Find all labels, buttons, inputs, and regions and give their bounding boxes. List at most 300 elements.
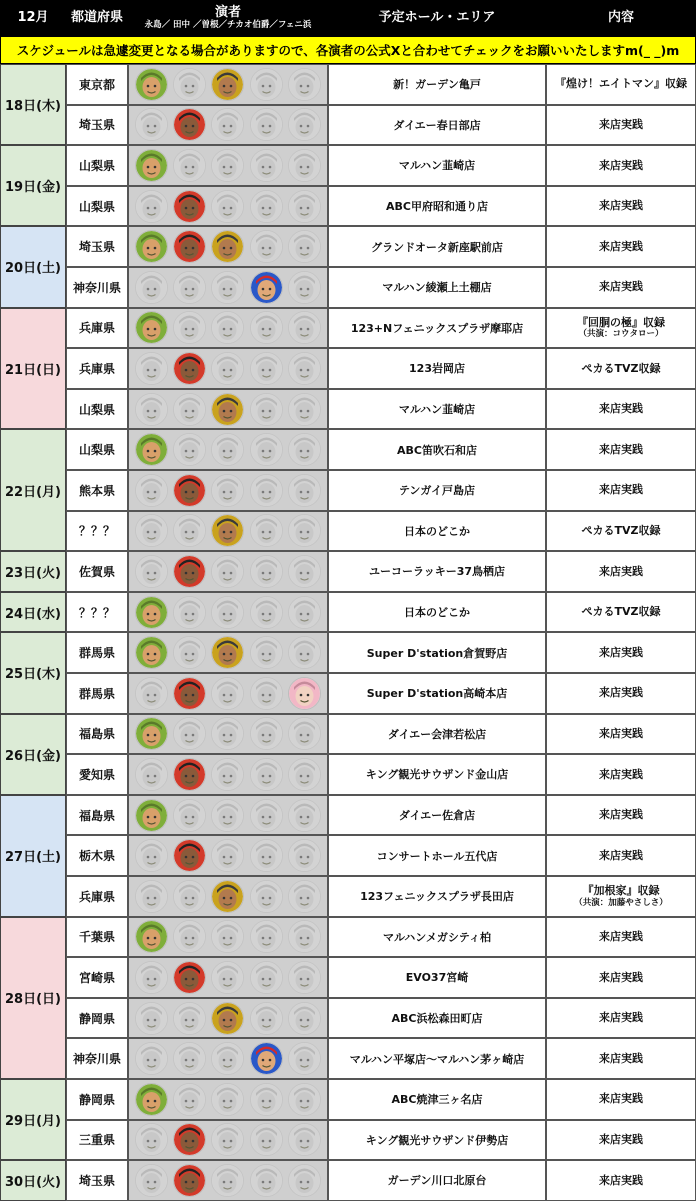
content-cell xyxy=(546,429,696,470)
prefecture-cell: 埼玉県 xyxy=(66,1160,128,1201)
venue-cell: マルハン綾瀬上土棚店 xyxy=(328,267,546,308)
cast-avatar-inactive xyxy=(211,311,244,344)
cast-avatar-inactive xyxy=(211,596,244,629)
cast-avatar-inactive xyxy=(288,1002,321,1035)
cast-avatar-inactive xyxy=(135,880,168,913)
cast-avatar-active xyxy=(211,393,244,426)
cast-avatar-inactive xyxy=(288,108,321,141)
content-label: 来店実践 xyxy=(599,1173,643,1187)
cast-avatar-active xyxy=(211,68,244,101)
cast-avatar-inactive xyxy=(288,271,321,304)
cast-avatar-inactive xyxy=(250,1123,283,1156)
cast-avatar-inactive xyxy=(288,474,321,507)
venue-cell: ダイエー佐倉店 xyxy=(328,795,546,836)
content-cell xyxy=(546,470,696,511)
cast-avatar-inactive xyxy=(135,352,168,385)
date-cell: 18日(木) xyxy=(0,64,66,145)
cast-cell xyxy=(128,145,328,186)
prefecture-cell: 静岡県 xyxy=(66,998,128,1039)
cast-avatar-inactive xyxy=(135,677,168,710)
cast-cell xyxy=(128,348,328,389)
cast-avatar-inactive xyxy=(135,1002,168,1035)
content-cell xyxy=(546,835,696,876)
cast-avatar-inactive xyxy=(288,514,321,547)
prefecture-cell: 山梨県 xyxy=(66,389,128,430)
cast-avatar-active xyxy=(173,555,206,588)
cast-avatar-inactive xyxy=(288,68,321,101)
content-cell xyxy=(546,551,696,592)
cast-avatar-inactive xyxy=(211,108,244,141)
cast-avatar-inactive xyxy=(135,190,168,223)
venue-cell: 123+Nフェニックスプラザ摩耶店 xyxy=(328,308,546,349)
cast-cell xyxy=(128,1079,328,1120)
cast-avatar-inactive xyxy=(211,433,244,466)
cast-avatar-inactive xyxy=(250,920,283,953)
cast-avatar-inactive xyxy=(211,717,244,750)
content-cell xyxy=(546,632,696,673)
cast-avatar-active xyxy=(173,961,206,994)
cast-avatar-inactive xyxy=(288,596,321,629)
prefecture-cell: 群馬県 xyxy=(66,673,128,714)
venue-cell: 日本のどこか xyxy=(328,592,546,633)
cast-avatar-inactive xyxy=(173,149,206,182)
cast-avatar-inactive xyxy=(173,636,206,669)
cast-avatar-inactive xyxy=(288,393,321,426)
prefecture-cell: 山梨県 xyxy=(66,429,128,470)
cast-avatar-inactive xyxy=(250,596,283,629)
cast-avatar-inactive xyxy=(135,1164,168,1197)
content-label: 来店実践 xyxy=(599,686,643,700)
venue-cell: 日本のどこか xyxy=(328,511,546,552)
content-label: 来店実践 xyxy=(599,767,643,781)
cast-cell xyxy=(128,714,328,755)
content-cell xyxy=(546,592,696,633)
content-cell xyxy=(546,1120,696,1161)
cast-avatar-active xyxy=(211,514,244,547)
venue-cell: ダイエー春日部店 xyxy=(328,105,546,146)
prefecture-cell: 埼玉県 xyxy=(66,226,128,267)
prefecture-cell: 千葉県 xyxy=(66,917,128,958)
content-cell xyxy=(546,998,696,1039)
cast-avatar-inactive xyxy=(288,1164,321,1197)
cast-avatar-inactive xyxy=(250,1002,283,1035)
cast-avatar-active xyxy=(173,108,206,141)
cast-avatar-inactive xyxy=(211,839,244,872)
cast-avatar-inactive xyxy=(288,717,321,750)
content-cell xyxy=(546,714,696,755)
content-label: 来店実践 xyxy=(599,848,643,862)
cast-avatar-active xyxy=(173,1164,206,1197)
cast-avatar-inactive xyxy=(211,1123,244,1156)
date-cell: 25日(木) xyxy=(0,632,66,713)
cast-avatar-inactive xyxy=(173,1002,206,1035)
content-cell xyxy=(546,917,696,958)
content-note: （共演：コウタロー） xyxy=(578,329,664,340)
header-prefecture: 都道府県 xyxy=(70,9,123,25)
cast-avatar-inactive xyxy=(173,1083,206,1116)
cast-avatar-inactive xyxy=(211,1042,244,1075)
cast-cell xyxy=(128,632,328,673)
cast-avatar-inactive xyxy=(250,961,283,994)
cast-avatar-inactive xyxy=(288,190,321,223)
prefecture-cell: 栃木県 xyxy=(66,835,128,876)
cast-avatar-inactive xyxy=(250,636,283,669)
cast-avatar-active xyxy=(250,271,283,304)
date-cell: 24日(水) xyxy=(0,592,66,633)
cast-avatar-inactive xyxy=(288,1123,321,1156)
prefecture-cell: 山梨県 xyxy=(66,145,128,186)
date-cell: 28日(日) xyxy=(0,917,66,1079)
cast-avatar-inactive xyxy=(173,393,206,426)
content-label: 来店実践 xyxy=(599,158,643,172)
cast-avatar-inactive xyxy=(250,717,283,750)
cast-avatar-active xyxy=(135,920,168,953)
cast-avatar-inactive xyxy=(211,149,244,182)
prefecture-cell: 東京都 xyxy=(66,64,128,105)
cast-cell xyxy=(128,998,328,1039)
cast-cell xyxy=(128,105,328,146)
content-cell xyxy=(546,226,696,267)
prefecture-cell: 福島県 xyxy=(66,714,128,755)
cast-cell xyxy=(128,267,328,308)
cast-avatar-inactive xyxy=(288,880,321,913)
cast-avatar-active xyxy=(135,1083,168,1116)
cast-avatar-inactive xyxy=(288,433,321,466)
venue-cell: マルハン韮崎店 xyxy=(328,145,546,186)
content-cell xyxy=(546,1160,696,1201)
cast-avatar-active xyxy=(173,839,206,872)
cast-cell xyxy=(128,835,328,876)
cast-avatar-inactive xyxy=(135,108,168,141)
cast-avatar-active xyxy=(211,880,244,913)
cast-avatar-active xyxy=(135,230,168,263)
cast-avatar-active xyxy=(135,717,168,750)
content-label: 来店実践 xyxy=(599,970,643,984)
cast-avatar-inactive xyxy=(211,961,244,994)
cast-cell xyxy=(128,795,328,836)
date-cell: 21日(日) xyxy=(0,308,66,430)
cast-avatar-inactive xyxy=(211,1164,244,1197)
content-label: 来店実践 xyxy=(599,402,643,416)
cast-cell xyxy=(128,1038,328,1079)
prefecture-cell: 山梨県 xyxy=(66,186,128,227)
cast-cell xyxy=(128,551,328,592)
venue-cell: マルハンメガシティ柏 xyxy=(328,917,546,958)
content-label: 来店実践 xyxy=(599,1133,643,1147)
cast-avatar-inactive xyxy=(250,799,283,832)
cast-avatar-inactive xyxy=(250,352,283,385)
cast-avatar-inactive xyxy=(211,920,244,953)
cast-avatar-inactive xyxy=(135,474,168,507)
venue-cell: ABC焼津三ヶ名店 xyxy=(328,1079,546,1120)
date-cell: 29日(月) xyxy=(0,1079,66,1160)
cast-cell xyxy=(128,186,328,227)
content-cell xyxy=(546,186,696,227)
content-label: 来店実践 xyxy=(599,199,643,213)
cast-cell xyxy=(128,226,328,267)
cast-avatar-inactive xyxy=(135,1042,168,1075)
cast-avatar-active xyxy=(173,1123,206,1156)
cast-avatar-inactive xyxy=(173,717,206,750)
cast-avatar-inactive xyxy=(173,68,206,101)
prefecture-cell: ？？？ xyxy=(66,592,128,633)
venue-cell: グランドオータ新座駅前店 xyxy=(328,226,546,267)
cast-avatar-active xyxy=(173,474,206,507)
prefecture-cell: 兵庫県 xyxy=(66,876,128,917)
cast-avatar-inactive xyxy=(250,474,283,507)
cast-avatar-inactive xyxy=(135,961,168,994)
cast-avatar-inactive xyxy=(250,393,283,426)
content-cell xyxy=(546,145,696,186)
prefecture-cell: 神奈川県 xyxy=(66,267,128,308)
cast-avatar-active xyxy=(135,68,168,101)
cast-avatar-inactive xyxy=(288,839,321,872)
venue-cell: 123フェニックスプラザ長田店 xyxy=(328,876,546,917)
cast-avatar-active xyxy=(288,677,321,710)
cast-avatar-active xyxy=(211,1002,244,1035)
content-note: （共演：加藤やさしさ） xyxy=(574,897,668,908)
venue-cell: テンガイ戸島店 xyxy=(328,470,546,511)
cast-avatar-inactive xyxy=(288,758,321,791)
cast-avatar-inactive xyxy=(288,920,321,953)
prefecture-cell: 埼玉県 xyxy=(66,105,128,146)
cast-cell xyxy=(128,308,328,349)
venue-cell: EVO37宮崎 xyxy=(328,957,546,998)
header-cast xyxy=(128,0,328,36)
venue-cell: キング観光サウザンド金山店 xyxy=(328,754,546,795)
header-month: 12月 xyxy=(17,9,49,25)
cast-avatar-inactive xyxy=(211,758,244,791)
cast-avatar-active xyxy=(135,149,168,182)
content-label: 来店実践 xyxy=(599,483,643,497)
venue-cell: Super D'station倉賀野店 xyxy=(328,632,546,673)
cast-avatar-inactive xyxy=(173,920,206,953)
venue-cell: マルハン平塚店〜マルハン茅ヶ崎店 xyxy=(328,1038,546,1079)
content-label: 来店実践 xyxy=(599,727,643,741)
cast-avatar-inactive xyxy=(250,1083,283,1116)
cast-avatar-inactive xyxy=(211,677,244,710)
cast-avatar-inactive xyxy=(288,799,321,832)
cast-avatar-inactive xyxy=(288,1042,321,1075)
prefecture-cell: 兵庫県 xyxy=(66,348,128,389)
date-cell: 27日(土) xyxy=(0,795,66,917)
cast-avatar-inactive xyxy=(135,839,168,872)
content-label: 来店実践 xyxy=(599,564,643,578)
cast-avatar-active xyxy=(135,799,168,832)
cast-avatar-inactive xyxy=(173,880,206,913)
content-cell xyxy=(546,348,696,389)
cast-cell xyxy=(128,673,328,714)
cast-avatar-inactive xyxy=(288,961,321,994)
content-cell xyxy=(546,308,696,349)
content-label: 『加根家』収録 xyxy=(582,884,660,898)
cast-avatar-inactive xyxy=(135,514,168,547)
venue-cell: キング観光サウザンド伊勢店 xyxy=(328,1120,546,1161)
cast-avatar-inactive xyxy=(250,311,283,344)
cast-cell xyxy=(128,592,328,633)
cast-avatar-inactive xyxy=(250,149,283,182)
cast-avatar-inactive xyxy=(135,271,168,304)
content-label: 来店実践 xyxy=(599,1051,643,1065)
content-cell xyxy=(546,511,696,552)
venue-cell: マルハン韮崎店 xyxy=(328,389,546,430)
cast-cell xyxy=(128,876,328,917)
cast-avatar-inactive xyxy=(173,311,206,344)
prefecture-cell: 兵庫県 xyxy=(66,308,128,349)
cast-avatar-inactive xyxy=(173,433,206,466)
content-label: 来店実践 xyxy=(599,442,643,456)
date-cell: 19日(金) xyxy=(0,145,66,226)
cast-avatar-active xyxy=(135,311,168,344)
cast-avatar-inactive xyxy=(135,393,168,426)
cast-avatar-active xyxy=(135,636,168,669)
content-label: ぺカるTVZ収録 xyxy=(581,524,661,538)
prefecture-cell: 熊本県 xyxy=(66,470,128,511)
prefecture-cell: 愛知県 xyxy=(66,754,128,795)
cast-avatar-inactive xyxy=(250,190,283,223)
date-cell: 30日(火) xyxy=(0,1160,66,1201)
header-content: 内容 xyxy=(607,9,634,25)
content-label: 来店実践 xyxy=(599,118,643,132)
content-cell xyxy=(546,64,696,105)
cast-cell xyxy=(128,470,328,511)
cast-avatar-inactive xyxy=(288,352,321,385)
cast-avatar-inactive xyxy=(173,1042,206,1075)
cast-cell xyxy=(128,1120,328,1161)
cast-avatar-inactive xyxy=(135,555,168,588)
content-cell xyxy=(546,1079,696,1120)
cast-avatar-inactive xyxy=(173,596,206,629)
cast-avatar-active xyxy=(173,230,206,263)
content-cell xyxy=(546,876,696,917)
cast-avatar-inactive xyxy=(250,108,283,141)
cast-avatar-active xyxy=(211,636,244,669)
cast-avatar-inactive xyxy=(211,555,244,588)
content-label: ぺカるTVZ収録 xyxy=(581,605,661,619)
cast-avatar-inactive xyxy=(211,271,244,304)
prefecture-cell: ？？？ xyxy=(66,511,128,552)
cast-cell xyxy=(128,754,328,795)
cast-avatar-active xyxy=(173,352,206,385)
content-label: 『煌け！エイトマン』収録 xyxy=(555,77,687,91)
content-cell xyxy=(546,795,696,836)
cast-avatar-inactive xyxy=(173,271,206,304)
cast-avatar-inactive xyxy=(288,636,321,669)
content-cell xyxy=(546,957,696,998)
cast-avatar-active xyxy=(250,1042,283,1075)
cast-avatar-inactive xyxy=(250,1164,283,1197)
content-cell xyxy=(546,389,696,430)
cast-avatar-inactive xyxy=(288,230,321,263)
prefecture-cell: 静岡県 xyxy=(66,1079,128,1120)
cast-avatar-active xyxy=(211,230,244,263)
content-cell xyxy=(546,673,696,714)
cast-avatar-inactive xyxy=(288,311,321,344)
cast-avatar-inactive xyxy=(288,1083,321,1116)
content-cell xyxy=(546,754,696,795)
cast-avatar-inactive xyxy=(173,799,206,832)
header-cast-members: 永島／ 田中 ／曽根／チカオ伯爵／フェニ浜 xyxy=(144,19,312,30)
cast-avatar-inactive xyxy=(250,68,283,101)
cast-cell xyxy=(128,429,328,470)
content-label: 来店実践 xyxy=(599,280,643,294)
prefecture-cell: 群馬県 xyxy=(66,632,128,673)
cast-avatar-inactive xyxy=(250,758,283,791)
date-cell: 20日(土) xyxy=(0,226,66,307)
content-cell xyxy=(546,1038,696,1079)
cast-avatar-inactive xyxy=(288,555,321,588)
content-label: 来店実践 xyxy=(599,1092,643,1106)
venue-cell: ABC笛吹石和店 xyxy=(328,429,546,470)
cast-avatar-inactive xyxy=(211,190,244,223)
cast-avatar-inactive xyxy=(211,799,244,832)
venue-cell: ABC甲府昭和通り店 xyxy=(328,186,546,227)
cast-avatar-inactive xyxy=(250,514,283,547)
cast-cell xyxy=(128,1160,328,1201)
cast-avatar-inactive xyxy=(211,1083,244,1116)
content-label: 来店実践 xyxy=(599,930,643,944)
notice-banner: スケジュールは急遽変更となる場合がありますので、各演者の公式Xと合わせてチェックをお願いいたしますm(_ _)m xyxy=(0,36,696,64)
cast-cell xyxy=(128,389,328,430)
cast-avatar-inactive xyxy=(135,758,168,791)
venue-cell: ユーコーラッキー37鳥栖店 xyxy=(328,551,546,592)
cast-avatar-inactive xyxy=(211,474,244,507)
prefecture-cell: 神奈川県 xyxy=(66,1038,128,1079)
prefecture-cell: 宮崎県 xyxy=(66,957,128,998)
content-label: ぺカるTVZ収録 xyxy=(581,361,661,375)
cast-avatar-inactive xyxy=(250,555,283,588)
cast-cell xyxy=(128,917,328,958)
cast-avatar-active xyxy=(135,596,168,629)
venue-cell: 新！ガーデン亀戸 xyxy=(328,64,546,105)
date-cell: 22日(月) xyxy=(0,429,66,551)
cast-avatar-inactive xyxy=(250,880,283,913)
venue-cell: コンサートホール五代店 xyxy=(328,835,546,876)
cast-avatar-inactive xyxy=(173,514,206,547)
header-venue: 予定ホール・エリア xyxy=(378,9,496,25)
cast-avatar-inactive xyxy=(250,433,283,466)
content-label: 来店実践 xyxy=(599,808,643,822)
cast-avatar-inactive xyxy=(250,230,283,263)
cast-avatar-active xyxy=(173,677,206,710)
cast-avatar-active xyxy=(173,758,206,791)
cast-avatar-active xyxy=(135,433,168,466)
venue-cell: ガーデン川口北原台 xyxy=(328,1160,546,1201)
date-cell: 23日(火) xyxy=(0,551,66,592)
cast-avatar-inactive xyxy=(135,1123,168,1156)
cast-avatar-inactive xyxy=(250,839,283,872)
content-cell xyxy=(546,105,696,146)
content-label: 来店実践 xyxy=(599,1011,643,1025)
prefecture-cell: 三重県 xyxy=(66,1120,128,1161)
cast-cell xyxy=(128,64,328,105)
cast-cell xyxy=(128,957,328,998)
venue-cell: 123岩岡店 xyxy=(328,348,546,389)
prefecture-cell: 福島県 xyxy=(66,795,128,836)
content-cell xyxy=(546,267,696,308)
cast-avatar-active xyxy=(173,190,206,223)
cast-cell xyxy=(128,511,328,552)
cast-avatar-inactive xyxy=(288,149,321,182)
content-label: 来店実践 xyxy=(599,239,643,253)
header-cast-title: 演者 xyxy=(214,4,241,20)
venue-cell: Super D'station高崎本店 xyxy=(328,673,546,714)
cast-avatar-inactive xyxy=(250,677,283,710)
cast-avatar-inactive xyxy=(211,352,244,385)
date-cell: 26日(金) xyxy=(0,714,66,795)
venue-cell: ダイエー会津若松店 xyxy=(328,714,546,755)
content-label: 『回胴の極』収録 xyxy=(577,315,665,329)
